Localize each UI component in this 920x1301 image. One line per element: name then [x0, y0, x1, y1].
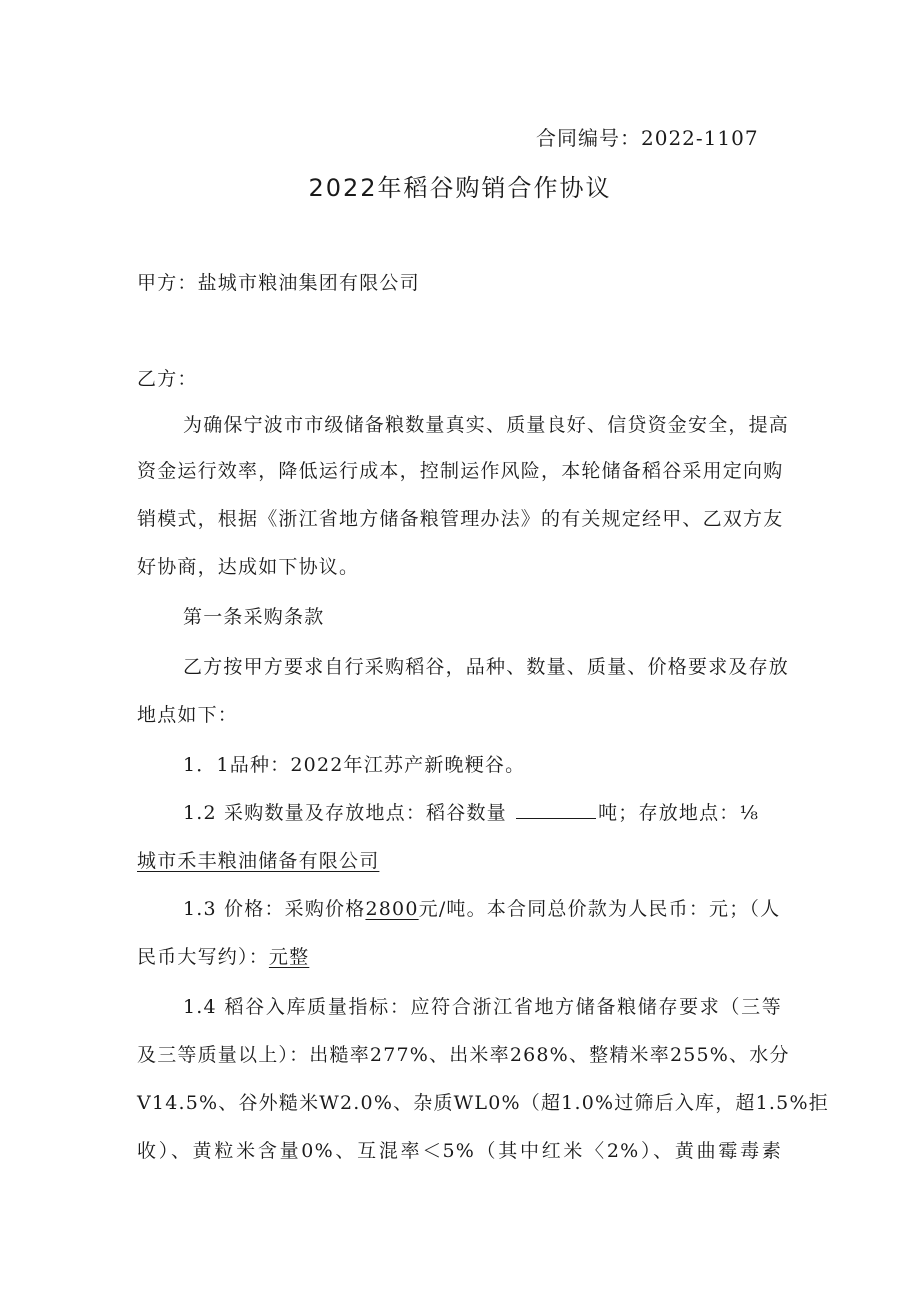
preamble-line-4: 好协商，达成如下协议。	[137, 556, 360, 578]
item-1-4-line-3: V14.5%、谷外糙米W2.0%、杂质WL0%（超1.0%过筛后入库，超1.5%拒	[137, 1092, 829, 1114]
purchase-price: 2800	[365, 898, 419, 920]
item-1-4-line-2: 及三等质量以上）：出糙率277%、出米率268%、整精米率255%、水分	[137, 1044, 790, 1066]
item-1-3-prefix: 1.3 价格：采购价格	[183, 898, 366, 920]
article-1-heading: 第一条采购条款	[183, 606, 325, 628]
quantity-blank	[516, 802, 596, 819]
item-1-2-text-after: 吨；存放地点：⅛	[598, 802, 760, 824]
party-a: 甲方：盐城市粮油集团有限公司	[137, 272, 420, 294]
item-1-3	[183, 894, 780, 921]
amount-in-words: 元整	[268, 946, 310, 968]
item-1-2-text: 1.2 采购数量及存放地点：稻谷数量	[183, 802, 515, 824]
item-1-1: 1．1品种：2022年江苏产新晚粳谷。	[183, 754, 526, 776]
item-1-2	[183, 798, 759, 825]
item-1-3-line-2	[137, 942, 309, 969]
party-b: 乙方：	[137, 368, 198, 390]
preamble-line-2: 资金运行效率，降低运行成本，控制运作风险，本轮储备稻谷采用定向购	[137, 460, 784, 482]
item-1-3-line2-prefix: 民币大写约）：	[137, 946, 269, 968]
article-1-intro-line-2: 地点如下：	[137, 704, 239, 726]
document-title: 2022年稻谷购销合作协议	[308, 174, 612, 202]
contract-number: 合同编号：2022-1107	[536, 126, 759, 150]
article-1-intro-line-1: 乙方按甲方要求自行采购稻谷，品种、数量、质量、价格要求及存放	[183, 656, 790, 678]
item-1-4-line-4: 收）、黄粒米含量0%、互混率＜5%（其中红米〈2%）、黄曲霉毒素	[137, 1140, 782, 1162]
item-1-2-location-line	[137, 846, 379, 873]
preamble-line-1: 为确保宁波市市级储备粮数量真实、质量良好、信贷资金安全，提高	[183, 414, 790, 436]
item-1-3-suffix: 元/吨。本合同总价款为人民币：元；（人	[418, 898, 781, 920]
storage-location: 城市禾丰粮油储备有限公司	[137, 850, 380, 872]
preamble-line-3: 销模式，根据《浙江省地方储备粮管理办法》的有关规定经甲、乙双方友	[137, 508, 784, 530]
item-1-4-line-1: 1.4 稻谷入库质量指标：应符合浙江省地方储备粮储存要求（三等	[183, 996, 782, 1018]
